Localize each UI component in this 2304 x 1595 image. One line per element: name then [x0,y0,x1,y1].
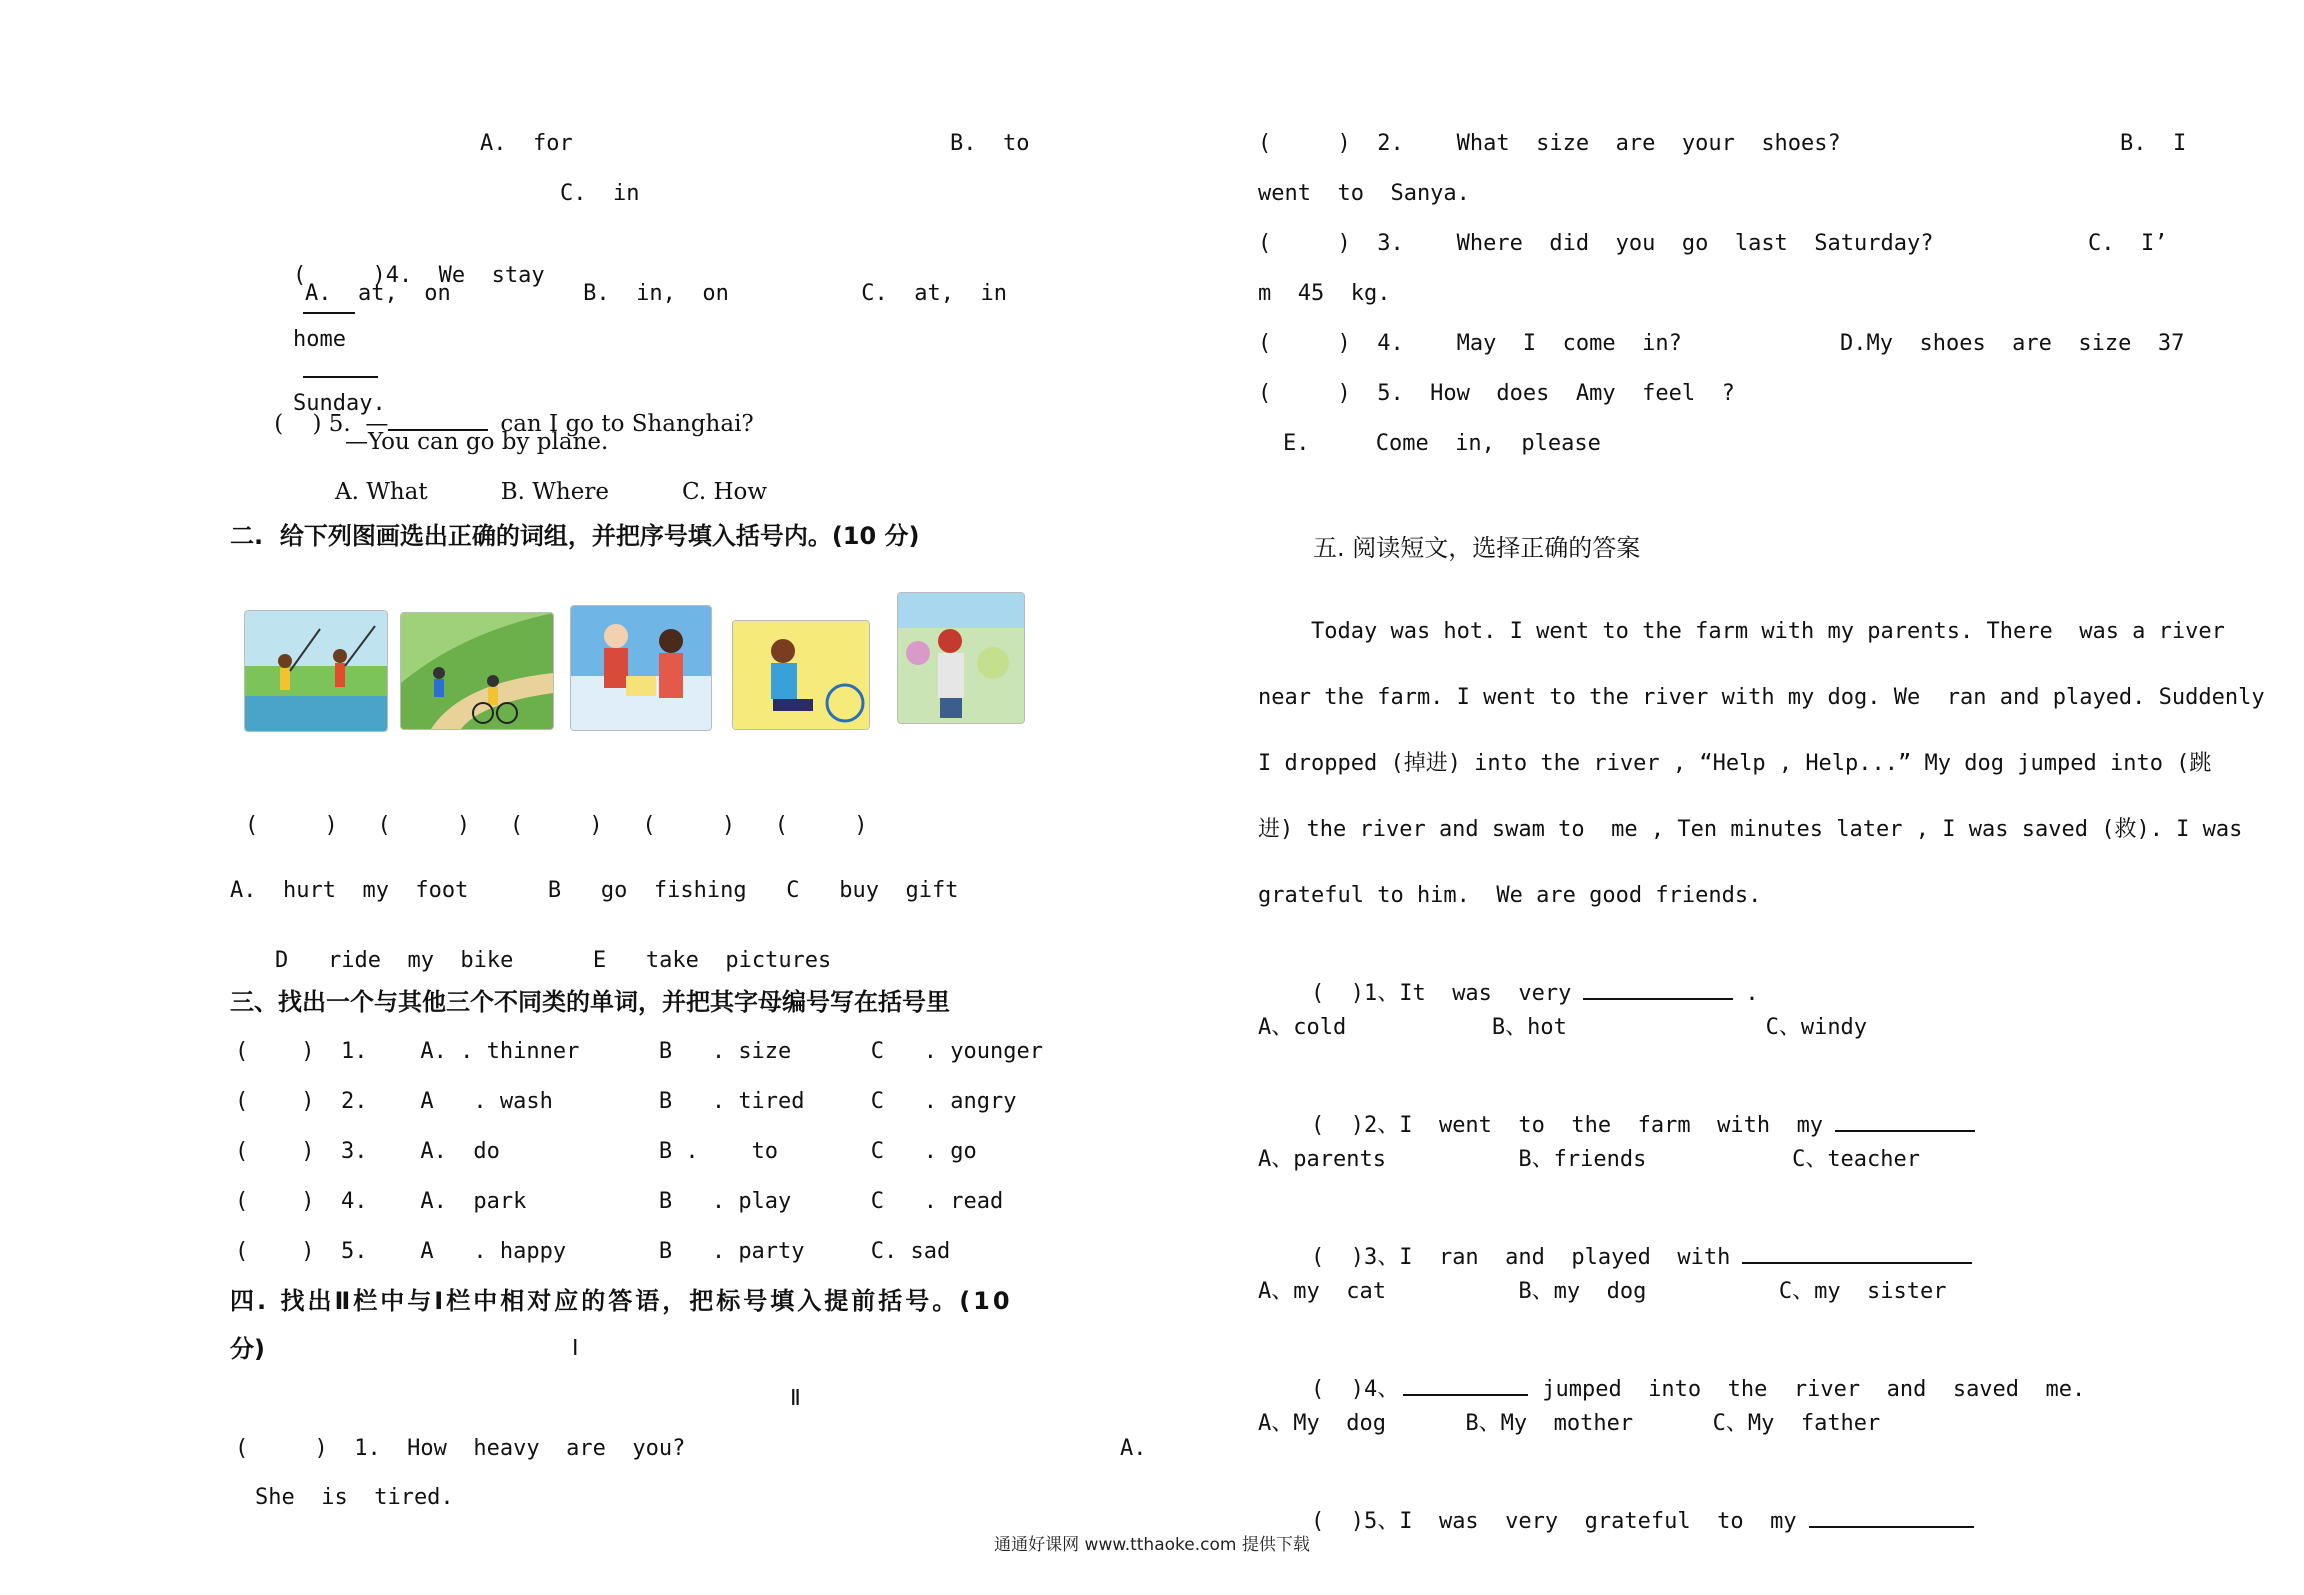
reading-question-1-end: . [1745,981,1759,1006]
ride-bike-picture [400,612,554,730]
matching-answer-b-cont: went to Sanya. [1258,181,1470,206]
section-3-title: 三、找出一个与其他三个不同类的单词，并把其字母编号写在括号里 [230,988,950,1016]
reading-question-1-text: ( )1、It was very [1310,981,1572,1006]
section-3-row: ( ) 3. A. do B . to C . go [235,1139,977,1164]
section-4-column-ii: Ⅱ [790,1386,801,1411]
section-4-question-1: ( ) 1. How heavy are you? [235,1436,686,1461]
section-5-title: 五. 阅读短文，选择正确的答案 [1313,534,1641,562]
matching-answer-c-cont: m 45 kg. [1258,281,1391,306]
q5-number: ( ) 5. — [274,411,389,437]
section-4-column-i: Ⅰ [572,1336,579,1361]
section-3-row: ( ) 2. A . wash B . tired C . angry [235,1089,1017,1114]
reading-options-1: A、cold B、hot C、windy [1258,1015,1868,1040]
passage-line: near the farm. I went to the river with my dog. We ran and played. Suddenly [1258,685,2265,710]
section-2-options-2: D ride my bike E take pictures [275,948,832,973]
reading-question-4-rest: jumped into the river and saved me. [1542,1377,2086,1402]
passage-line: I dropped (掉进) into the river , “Help , Help...” My dog jumped into (跳 [1258,751,2212,776]
section-3-row: ( ) 4. A. park B . play C . read [235,1189,1004,1214]
matching-answer-e: E. Come in, please [1283,431,1601,456]
footer-credit: 通通好课网 www.tthaoke.com 提供下载 [994,1535,1310,1555]
q3-option-c: C. in [560,181,640,206]
section-4-title: 四. 找出Ⅱ栏中与Ⅰ栏中相对应的答语，把标号填入提前括号。(10 [230,1287,1013,1315]
reading-question-5-blank[interactable] [1809,1506,1974,1528]
q4-blank-2[interactable] [303,356,378,378]
q4-number: ( )4. We stay [292,263,545,288]
section-3-row: ( ) 5. A . happy B . party C. sad [235,1239,951,1264]
reading-options-4: A、My dog B、My mother C、My father [1258,1411,1881,1436]
reading-question-2-blank[interactable] [1835,1110,1975,1132]
matching-question-2: ( ) 2. What size are your shoes? [1258,131,1841,156]
q5-reply: —You can go by plane. [345,429,609,455]
reading-question-2-text: ( )2、I went to the farm with my [1310,1113,1824,1138]
section-4-title-cont: 分) [230,1335,265,1363]
matching-question-3: ( ) 3. Where did you go last Saturday? [1258,231,1934,256]
fishing-picture [244,610,388,732]
section-4-answer-a: A. [1120,1436,1147,1461]
q4-home: home [292,327,346,352]
reading-question-4-blank[interactable] [1403,1374,1528,1396]
reading-question-5 [1258,1474,1974,1570]
q5-options: A. What B. Where C. How [335,479,768,505]
section-4-answer-a-cont: She is tired. [255,1485,454,1510]
reading-question-4-text: ( )4、 [1310,1377,1400,1402]
reading-question-5-text: ( )5、I was very grateful to my [1310,1509,1797,1534]
take-pictures-picture [897,592,1025,724]
section-2-options-1: A. hurt my foot B go fishing C buy gift [230,878,959,903]
q4-sunday: Sunday. [292,391,386,416]
matching-answer-d: D.My shoes are size 37 [1840,331,2185,356]
passage-line: 进) the river and swam to me , Ten minutes later , I was saved (救). I was [1258,817,2243,842]
section-3-row: ( ) 1. A. . thinner B . size C . younger [235,1039,1043,1064]
section-2-brackets: ( ) ( ) ( ) ( ) ( ) [245,813,868,838]
q3-option-b: B. to [950,131,1030,156]
picture-row [240,590,1040,740]
q4-options: A. at, on B. in, on C. at, in [305,281,1007,306]
passage-line: Today was hot. I went to the farm with my parents. There was a river [1258,619,2225,644]
buy-gift-picture [570,605,712,731]
q3-option-a: A. for [480,131,573,156]
matching-question-4: ( ) 4. May I come in? [1258,331,1682,356]
reading-question-3-blank[interactable] [1742,1242,1972,1264]
matching-answer-c: C. I’ [2088,231,2168,256]
reading-options-2: A、parents B、friends C、teacher [1258,1147,1921,1172]
reading-question-1-blank[interactable] [1583,978,1733,1000]
matching-answer-b: B. I [2120,131,2187,156]
reading-question-3-text: ( )3、I ran and played with [1310,1245,1731,1270]
reading-options-3: A、my cat B、my dog C、my sister [1258,1279,1947,1304]
section-2-title: 二. 给下列图画选出正确的词组，并把序号填入括号内。(10 分) [230,522,920,550]
q5-rest: can I go to Shanghai? [500,411,754,437]
hurt-foot-picture [732,620,870,730]
passage-line: grateful to him. We are good friends. [1258,883,1762,908]
matching-question-5: ( ) 5. How does Amy feel ? [1258,381,1735,406]
